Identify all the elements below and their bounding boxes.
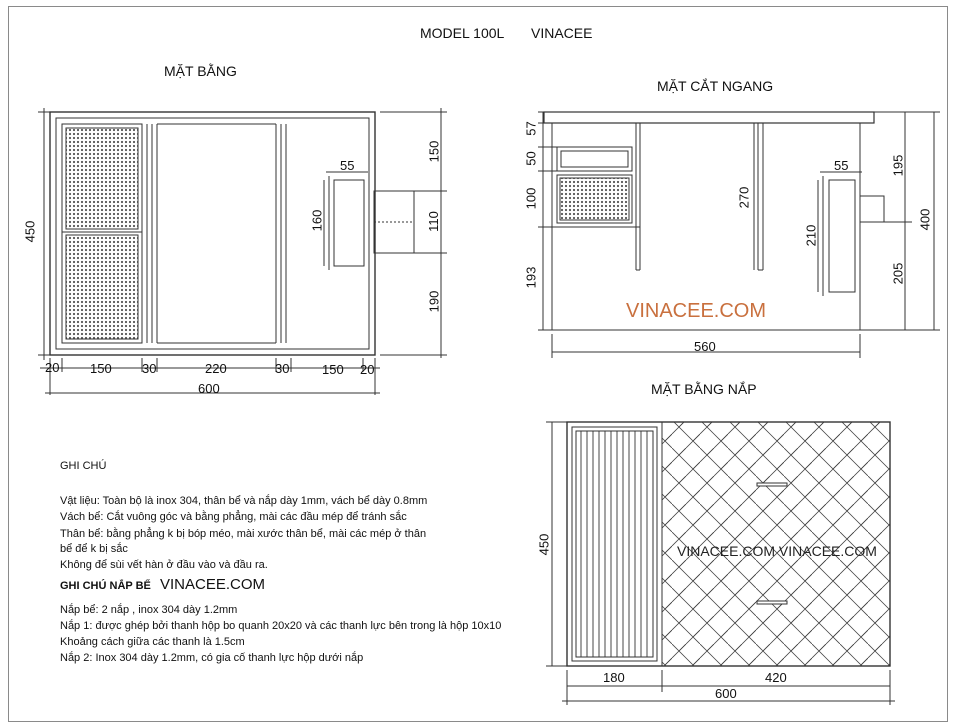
plan-title: MẶT BẰNG <box>164 63 237 79</box>
lid-note-line: Khoảng cách giữa các thanh là 1.5cm <box>60 636 245 648</box>
lid-dim-420: 420 <box>765 670 787 685</box>
plan-height: 450 <box>22 220 38 243</box>
section-dim-57: 57 <box>523 121 539 136</box>
note-line: Vách bể: Cắt vuông góc và bằng phẳng, mài các đầu mép để tránh sắc <box>60 511 407 523</box>
plan-dim-20-left: 20 <box>45 360 60 375</box>
note-line: Thân bể: bằng phẳng k bị bóp méo, mài xước thân bể, mài các mép ở thân <box>60 528 427 540</box>
lid-notes-watermark: VINACEE.COM <box>160 576 266 593</box>
plan-total-width: 600 <box>198 381 220 396</box>
note-line: bể để k bị sắc <box>60 543 128 555</box>
section-dim-50: 50 <box>523 151 539 166</box>
lid-total-width: 600 <box>715 686 737 701</box>
plan-dim-30-right: 30 <box>275 361 290 376</box>
lid-watermark: VINACEE.COM VINACEE.COM <box>677 543 877 559</box>
section-width: 560 <box>694 339 716 354</box>
section-pipe-height: 210 <box>803 224 819 247</box>
plan-pipe-height: 160 <box>309 209 325 232</box>
section-dim-193: 193 <box>523 266 539 289</box>
section-total-height: 400 <box>917 208 933 231</box>
section-pipe-depth: 55 <box>834 158 849 173</box>
notes-heading: GHI CHÚ <box>60 460 107 472</box>
section-inner-height: 270 <box>736 186 752 209</box>
plan-dim-150-left: 150 <box>90 361 112 376</box>
lid-notes-heading: GHI CHÚ NẮP BỂ <box>60 580 151 592</box>
section-right-dim-195: 195 <box>890 154 906 177</box>
plan-right-dim-150: 150 <box>426 140 442 163</box>
lid-title: MẶT BẰNG NẮP <box>651 381 757 397</box>
brand-label: VINACEE <box>531 25 593 41</box>
section-right-dim-205: 205 <box>890 262 906 285</box>
section-watermark: VINACEE.COM <box>626 300 767 322</box>
lid-note-line: Nắp 2: Inox 304 dày 1.2mm, có gia cố thanh lực hộp dưới nắp <box>60 652 364 664</box>
note-line: Không để sùi vết hàn ở đầu vào và đầu ra. <box>60 559 268 571</box>
plan-dim-30-left: 30 <box>142 361 157 376</box>
plan-right-dim-110: 110 <box>425 211 441 232</box>
plan-pipe-depth: 55 <box>340 158 355 173</box>
section-title: MẶT CẮT NGANG <box>657 78 774 94</box>
plan-dim-20-right: 20 <box>360 362 375 377</box>
lid-view <box>546 422 895 705</box>
model-label: MODEL 100L <box>420 25 505 41</box>
plan-dim-150-right: 150 <box>322 362 344 377</box>
plan-right-dim-190: 190 <box>426 290 442 313</box>
lid-dim-180: 180 <box>603 670 625 685</box>
note-line: Vật liệu: Toàn bộ là inox 304, thân bể và nắp dày 1mm, vách bể dày 0.8mm <box>60 495 428 507</box>
lid-height: 450 <box>536 533 552 556</box>
lid-note-line: Nắp bể: 2 nắp , inox 304 dày 1.2mm <box>60 604 238 616</box>
plan-view <box>38 108 447 395</box>
section-dim-100: 100 <box>523 187 539 210</box>
lid-note-line: Nắp 1: được ghép bởi thanh hộp bo quanh 20x20 và các thanh lực bên trong là hộp 10x10 <box>60 620 502 632</box>
plan-dim-220: 220 <box>205 361 227 376</box>
